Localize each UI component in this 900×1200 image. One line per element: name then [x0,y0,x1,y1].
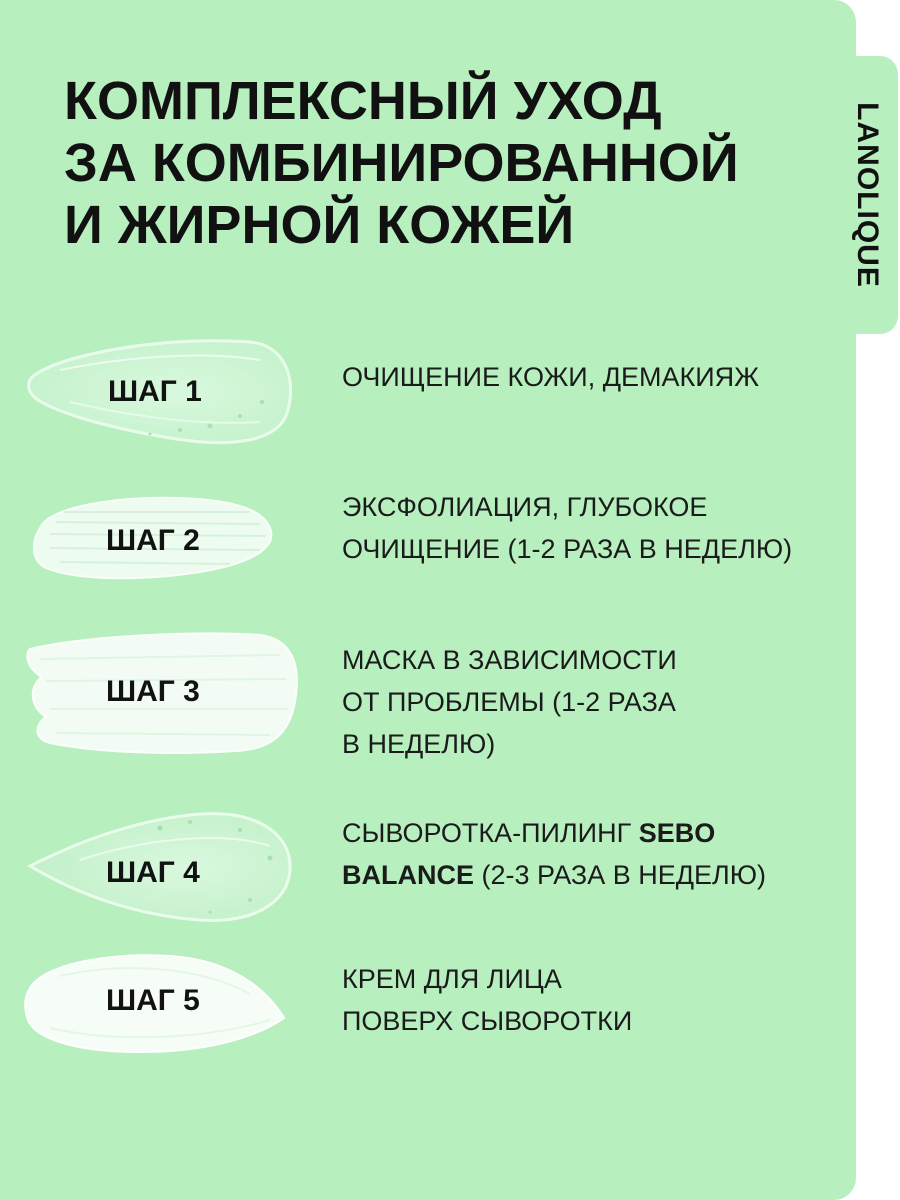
title-line-3: И ЖИРНОЙ КОЖЕЙ [64,195,575,255]
step-4-desc-line-2-plain: (2-3 РАЗА В НЕДЕЛЮ) [474,860,767,890]
step-3 [0,625,856,765]
step-2-label: ШАГ 2 [106,524,200,557]
step-3-desc-line-3: В НЕДЕЛЮ) [342,729,496,759]
step-4-desc-line-2 [342,854,766,896]
step-1-desc-line-1: ОЧИЩЕНИЕ КОЖИ, ДЕМАКИЯЖ [342,362,760,392]
step-2-desc-line-1: ЭКСФОЛИАЦИЯ, ГЛУБОКОЕ [342,492,708,522]
step-4-desc-line-1 [342,812,766,854]
step-1-label: ШАГ 1 [108,375,202,408]
step-5-desc-line-2: ПОВЕРХ СЫВОРОТКИ [342,1006,633,1036]
step-5-description [342,958,632,1042]
step-4-description [342,812,766,896]
step-5-desc-line-1: КРЕМ ДЛЯ ЛИЦА [342,964,562,994]
step-4-desc-line-2-bold: BALANCE [342,860,474,890]
step-5-label: ШАГ 5 [106,984,200,1017]
brand-logo-text: LANOLIQUE [851,102,884,288]
title-line-1: КОМПЛЕКСНЫЙ УХОД [64,71,662,131]
step-3-description [342,639,677,765]
step-2-description [342,486,792,570]
page-title [64,70,834,256]
step-2-desc-line-2: ОЧИЩЕНИЕ (1-2 РАЗА В НЕДЕЛЮ) [342,534,793,564]
step-3-desc-line-2: ОТ ПРОБЛЕМЫ (1-2 РАЗА [342,687,676,717]
step-5 [0,948,856,1058]
step-1-description [342,356,759,398]
step-4-desc-line-1-bold: SEBO [638,818,716,848]
step-4 [0,800,856,930]
step-3-desc-line-1: МАСКА В ЗАВИСИМОСТИ [342,645,677,675]
step-2 [0,488,856,588]
step-1 [0,330,856,450]
step-3-label: ШАГ 3 [106,675,200,708]
title-line-2: ЗА КОМБИНИРОВАННОЙ [64,133,739,193]
step-4-desc-line-1-plain: СЫВОРОТКА-ПИЛИНГ [342,818,639,848]
step-4-label: ШАГ 4 [106,856,200,889]
